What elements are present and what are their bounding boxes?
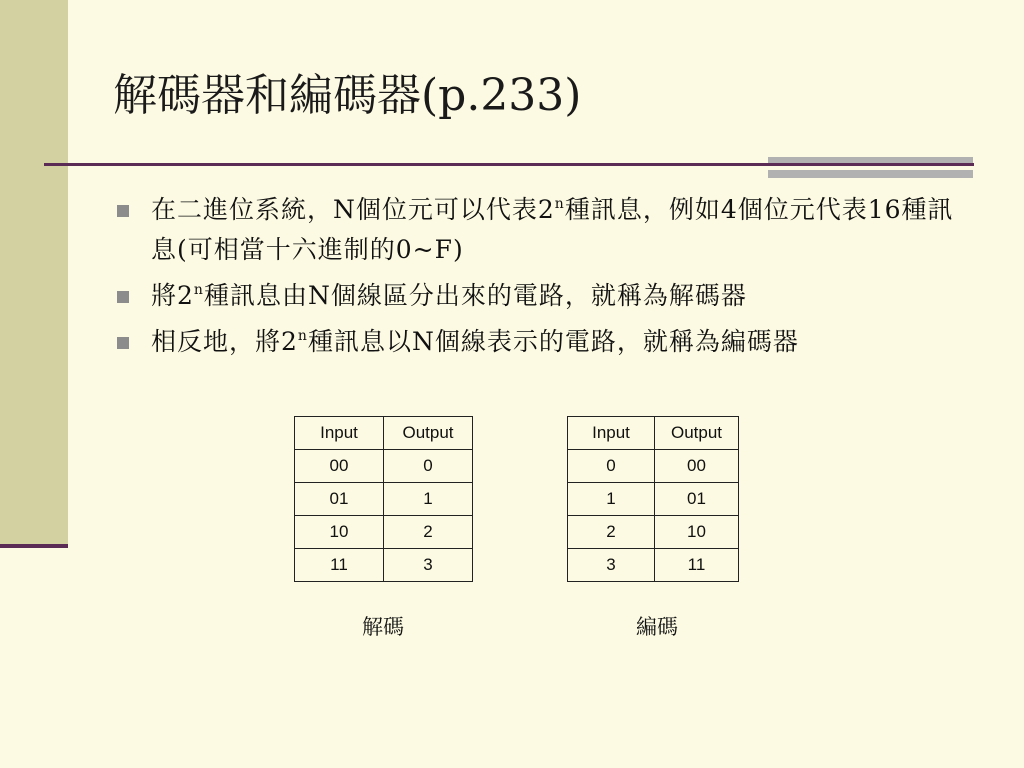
superscript-text: n [297,328,308,344]
bullet-text: 相反地，將2 [151,327,298,356]
square-bullet-icon [117,337,129,349]
cell-output: 00 [655,450,739,483]
decoder-caption: 解碼 [362,615,404,639]
bullet-item [115,322,965,362]
cell-output: 3 [384,549,473,582]
cell-output: 01 [655,483,739,516]
decoder-truth-table [294,416,473,582]
cell-input: 1 [568,483,655,516]
bullet-text: 將2 [151,281,194,310]
table-row [568,450,739,483]
cell-input: 00 [295,450,384,483]
cell-input: 11 [295,549,384,582]
cell-input: 3 [568,549,655,582]
decoder-table-block [294,416,473,639]
table-row [568,516,739,549]
encoder-truth-table [567,416,739,582]
table-header-row [295,417,473,450]
table-row [568,483,739,516]
header-output: Output [384,417,473,450]
square-bullet-icon [117,205,129,217]
cell-input: 0 [568,450,655,483]
superscript-text: n [554,196,565,212]
cell-input: 01 [295,483,384,516]
cell-output: 10 [655,516,739,549]
bullet-text: 種訊息，例如4個位元代表16種訊息(可相當十六進制的0~F) [151,195,954,264]
encoder-caption: 編碼 [636,615,678,639]
cell-output: 0 [384,450,473,483]
bullet-item [115,276,965,316]
cell-input: 10 [295,516,384,549]
bullet-text: 種訊息以N個線表示的電路，就稱為編碼器 [307,327,799,356]
cell-input: 2 [568,516,655,549]
encoder-table-block [567,416,739,639]
bullet-list [115,190,965,368]
bullet-text: 在二進位系統，N個位元可以代表2 [151,195,555,224]
bullet-item [115,190,965,270]
table-row [295,516,473,549]
table-row [295,549,473,582]
table-row [295,483,473,516]
superscript-text: n [193,282,204,298]
truth-tables [0,416,1024,656]
slide-title: 解碼器和編碼器(p.233) [113,70,582,121]
header-output: Output [655,417,739,450]
cell-output: 2 [384,516,473,549]
cell-output: 1 [384,483,473,516]
title-rule-accent-bottom [768,170,973,178]
bullet-text: 種訊息由N個線區分出來的電路，就稱為解碼器 [203,281,747,310]
title-rule [44,163,974,166]
header-input: Input [295,417,384,450]
header-input: Input [568,417,655,450]
table-row [295,450,473,483]
table-header-row [568,417,739,450]
cell-output: 11 [655,549,739,582]
square-bullet-icon [117,291,129,303]
table-row [568,549,739,582]
